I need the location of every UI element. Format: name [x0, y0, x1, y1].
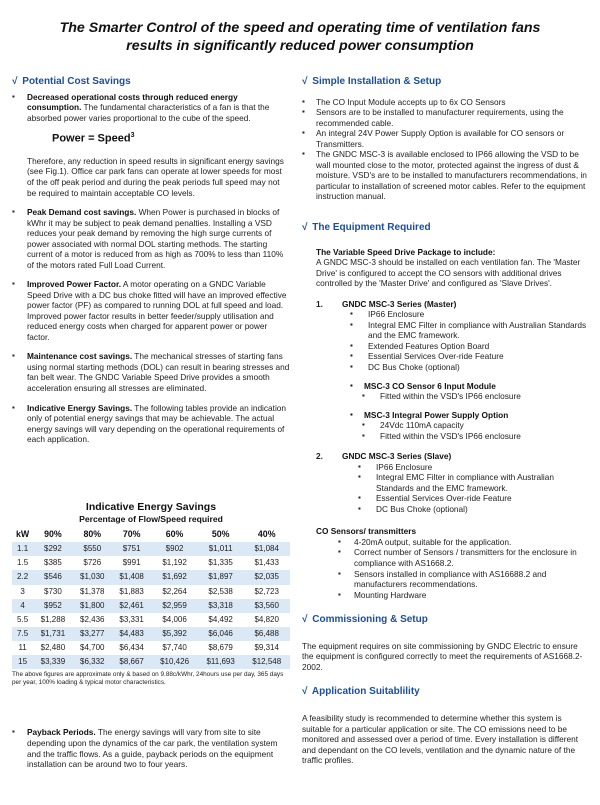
table-cell: $1,731 — [33, 627, 72, 641]
formula-exponent: 3 — [130, 132, 135, 140]
maintenance-text: The mechanical stresses of starting fans using normal starting methods (DOL) can result in bearing stresses and fan belt wear. The GNDC Variable Speed Drive provides a smooth acceleration ensuring all stresses are eliminated. — [27, 351, 290, 393]
title-line-2: results in significantly reduced power consumption — [126, 38, 474, 55]
list-item: ▪ Sensors are to be installed to manufacturer requirements, using the recommended cable. — [302, 107, 590, 128]
table-cell: 5.5 — [17, 614, 29, 624]
payback-title: Payback Periods. — [27, 727, 96, 738]
power-formula — [52, 132, 290, 147]
table-cell: $10,426 — [151, 655, 198, 669]
table-title: Indicative Energy Savings — [85, 500, 217, 513]
table-cell: 1.5 — [17, 558, 29, 568]
table-cell: $1,408 — [112, 570, 151, 584]
table-cell: $2,538 — [208, 586, 233, 596]
install-list — [302, 97, 590, 202]
table-cell: $4,006 — [162, 614, 187, 624]
table-cell: $4,483 — [112, 627, 151, 641]
table-cell: $2,436 — [80, 614, 105, 624]
application-heading — [302, 686, 590, 699]
table-subtitle: Percentage of Flow/Speed required — [79, 513, 223, 524]
table-cell: $546 — [33, 570, 72, 584]
commissioning-text: The equipment requires on site commissioning by GNDC Electric to ensure the equipment is configured correctly to meet the requirements of AS1668.2-2002. — [302, 640, 583, 672]
left-column — [12, 76, 290, 770]
check-icon: √ — [302, 614, 308, 626]
header-cell: 40% — [257, 528, 276, 539]
energy-savings-table-block — [12, 501, 290, 688]
co-sensors-heading: CO Sensors/ transmitters — [316, 526, 417, 537]
table-cell: $1,030 — [73, 570, 112, 584]
list-item: ▪ DC Bus Choke (optional) — [358, 504, 590, 515]
table-row — [12, 542, 290, 556]
header-cell: 60% — [165, 528, 184, 539]
table-cell: 11 — [18, 643, 27, 653]
master-drive-list — [350, 309, 590, 372]
table-cell: 7.5 — [12, 627, 33, 641]
power-factor-title: Improved Power Factor. — [27, 279, 122, 290]
table-cell: $4,700 — [80, 643, 105, 653]
list-item: ▪ Essential Services Over-ride Feature — [350, 351, 590, 362]
install-heading-text: Simple Installation & Setup — [312, 76, 442, 87]
payback-text: The energy savings will vary from site to site depending upon the dynamics of the car park, the ventilation system and the traffic flows. As a guide, payback periods on the equipment installation can be around two to four years. — [27, 727, 278, 770]
vsd-package-heading: The Variable Speed Drive Package to include: — [316, 246, 496, 257]
equipment-heading-text: The Equipment Required — [312, 222, 431, 233]
table-row — [12, 570, 290, 584]
table-cell: $2,723 — [254, 586, 279, 596]
list-item: ▪ An integral 24V Power Supply Option is available for CO sensors or Transmitters. — [302, 128, 590, 149]
check-icon: √ — [12, 76, 18, 87]
check-icon: √ — [302, 76, 308, 87]
table-cell: $1,084 — [243, 542, 290, 556]
table-cell: $1,883 — [119, 586, 144, 596]
table-cell: $1,288 — [40, 614, 66, 624]
master-drive-title: GNDC MSC-3 Series (Master) — [342, 298, 457, 309]
check-icon: √ — [302, 222, 308, 233]
list-item: ▪ Integral EMC Filter in compliance with Australian Standards and the EMC framework. — [350, 320, 590, 341]
table-cell: 3 — [20, 586, 25, 596]
table-cell: 1.1 — [12, 542, 33, 556]
list-item: ▪ Extended Features Option Board — [350, 341, 590, 352]
list-item: ▪ 4-20mA output, suitable for the application. — [338, 537, 590, 548]
sensor-module-list — [362, 391, 590, 402]
table-cell: 2.2 — [12, 570, 33, 584]
table-note: The above figures are approximate only & based on 9.88c/kWhr, 24hours use per day, 365 days per year, 100% loading & typical motor characteristics. — [12, 671, 284, 687]
table-cell: $1,335 — [208, 558, 233, 568]
table-row — [12, 655, 290, 669]
table-cell: $1,011 — [198, 542, 244, 556]
list-item: ▪ Integral EMC Filter in compliance with Australian Standards and the EMC framework. — [358, 472, 590, 493]
list-item: ▪ The GNDC MSC-3 is available enclosed to IP66 allowing the VSD to be wall mounted close to the motor, protected against the ingress of dust & moisture. VSD's are to be installed to manufacturers recommendations, in particular to installation of screened motor cables. Refer to the equipment instruction manual. — [302, 149, 590, 202]
table-cell: $11,693 — [198, 655, 244, 669]
list-item: ▪ Correct number of Sensors / transmitters for the enclosure in compliance with AS1668.2. — [338, 547, 590, 568]
list-item: ▪ 24Vdc 110mA capacity — [362, 420, 590, 431]
install-heading — [302, 76, 590, 89]
header-cell: kW — [16, 528, 30, 539]
equipment-heading — [302, 222, 590, 235]
slave-drive-item — [302, 451, 590, 462]
slave-drive-list — [358, 462, 590, 515]
table-cell: $2,461 — [112, 599, 151, 613]
decreased-costs-item — [12, 92, 290, 124]
co-sensors-list — [338, 537, 590, 600]
table-cell: $4,492 — [208, 614, 233, 624]
list-item: ▪ Essential Services Over-ride Feature — [358, 493, 590, 504]
table-cell: $4,820 — [254, 614, 279, 624]
decreased-costs-title: Decreased operational costs through reduced energy consumption. — [27, 91, 238, 113]
table-cell: $2,480 — [40, 643, 66, 653]
indicative-savings-item — [12, 403, 290, 445]
bullet-icon: ▪ — [12, 207, 15, 217]
maintenance-title: Maintenance cost savings. — [27, 351, 133, 362]
vsd-package-text: A GNDC MSC-3 should be installed on each ventilation fan. The 'Master Drive' is configured to accept the CO sensors with additional drives controlled by the 'Master Drive' and configured as 'Slave Drives'. — [316, 257, 581, 289]
master-drive-item — [302, 299, 590, 310]
table-cell: $1,192 — [162, 558, 187, 568]
decreased-costs-text: The fundamental characteristics of a fan is that the absorbed power varies proportional to the cube of the speed. — [27, 102, 270, 123]
table-cell: $1,378 — [80, 586, 105, 596]
check-icon: √ — [302, 686, 308, 698]
commissioning-heading-text: Commissioning & Setup — [312, 614, 428, 626]
title-line-1: The Smarter Control of the speed and operating time of ventilation fans — [59, 20, 541, 36]
header-cell: 90% — [44, 528, 62, 539]
savings-heading-text: Potential Cost Savings — [22, 76, 131, 87]
table-cell: $8,679 — [208, 643, 233, 653]
table-cell: $385 — [44, 558, 62, 568]
page-title — [0, 19, 600, 55]
payback-item — [12, 727, 290, 769]
therefore-paragraph: Therefore, any reduction in speed results in significant energy savings (see Fig.1). Office car park fans can operate at lower speeds for most of the off peak period and during the peak periods full speed may not be required to maintain acceptable CO levels. — [27, 155, 284, 198]
list-item: ▪ The CO Input Module accepts up to 6x CO Sensors — [302, 97, 590, 108]
table-cell: $5,392 — [151, 627, 198, 641]
table-cell: $292 — [33, 542, 72, 556]
item-number: 1. — [316, 298, 323, 309]
table-cell: $991 — [122, 558, 141, 568]
indicative-savings-text: The following tables provide an indication only of potential energy savings that may be achievable. The actual energy savings will vary depending on the operational requirements of each application. — [27, 402, 287, 445]
item-number: 2. — [316, 451, 323, 462]
table-row — [12, 599, 290, 613]
table-row — [12, 641, 290, 655]
peak-demand-item — [12, 207, 290, 270]
list-item: ▪ Fitted within the VSD's IP66 enclosure — [362, 431, 590, 442]
table-cell: $1,692 — [151, 570, 198, 584]
header-cell: 50% — [211, 528, 230, 539]
energy-savings-table — [12, 527, 290, 670]
table-cell: $726 — [83, 558, 102, 568]
table-header-row — [12, 527, 290, 542]
table-cell: $1,800 — [73, 599, 112, 613]
power-factor-text: A motor operating on a GNDC Variable Speed Drive with a DC bus choke fitted will have an improved effective power factor (PF) as compared to running DOL at full speed and load. Improved power factor results in better feeder/supply utilisation and reduced energy costs when charged for apparent power or power factor. — [27, 279, 287, 342]
header-cell: 70% — [122, 528, 141, 539]
table-cell: 4 — [12, 599, 33, 613]
right-column — [302, 76, 590, 766]
table-cell: $3,339 — [33, 655, 72, 669]
table-cell: $7,740 — [162, 643, 187, 653]
table-row — [12, 556, 290, 570]
table-cell: $1,897 — [198, 570, 244, 584]
table-cell: $6,488 — [243, 627, 290, 641]
peak-demand-text: When Power is purchased in blocks of kWhr it may be subject to peak demand penalties. Installing a VSD reduces your peak demand by removing the high surge currents of power associated with normal DOL starting methods. The starting current of a motor is reduced from as high as 700% to less than 110% of the motors rated Full Load Current. — [27, 207, 284, 270]
application-text: A feasibility study is recommended to determine whether this system is suitable for a particular application or site. The CO emissions need to be monitored and assessed over a period of time. Every installation is different and dependant on the CO levels, ventilation and the dynamic nature of the traffic profiles. — [302, 713, 579, 766]
table-cell: $6,434 — [119, 643, 144, 653]
table-row — [12, 627, 290, 641]
table-cell: $6,332 — [73, 655, 112, 669]
slave-drive-title: GNDC MSC-3 Series (Slave) — [342, 451, 452, 462]
sensor-module-title: ▪ MSC-3 CO Sensor 6 Input Module — [302, 381, 590, 392]
bullet-icon: ▪ — [12, 351, 15, 361]
table-cell: $550 — [73, 542, 112, 556]
table-row — [12, 613, 290, 627]
table-row — [12, 585, 290, 599]
psu-title: ▪ MSC-3 Integral Power Supply Option — [302, 410, 590, 421]
commissioning-heading — [302, 614, 590, 627]
indicative-savings-title: Indicative Energy Savings. — [27, 402, 133, 413]
table-cell: $3,318 — [198, 599, 244, 613]
table-cell: $3,331 — [119, 614, 144, 624]
list-item: ▪ DC Bus Choke (optional) — [350, 362, 590, 373]
maintenance-item — [12, 351, 290, 393]
list-item: ▪ IP66 Enclosure — [358, 462, 590, 473]
bullet-icon: ▪ — [12, 402, 15, 412]
table-cell: $751 — [112, 542, 151, 556]
table-cell: $902 — [151, 542, 198, 556]
table-cell: $3,560 — [243, 599, 290, 613]
table-cell: $6,046 — [198, 627, 244, 641]
bullet-icon: ▪ — [12, 279, 15, 289]
header-cell: 80% — [83, 528, 102, 539]
list-item: ▪ Fitted within the VSD's IP66 enclosure — [362, 391, 590, 402]
application-heading-text: Application Suitablility — [311, 686, 420, 698]
table-cell: $12,548 — [243, 655, 290, 669]
table-cell: $730 — [44, 586, 62, 596]
power-factor-item — [12, 279, 290, 342]
table-cell: $9,314 — [254, 643, 279, 653]
bullet-icon: ▪ — [12, 91, 15, 101]
table-cell: $2,264 — [162, 586, 187, 596]
table-cell: $952 — [33, 599, 72, 613]
table-cell: 15 — [12, 655, 33, 669]
table-cell: $2,959 — [151, 599, 198, 613]
formula-base: Power = Speed — [52, 132, 131, 145]
psu-list — [362, 420, 590, 441]
peak-demand-title: Peak Demand cost savings. — [27, 207, 137, 218]
list-item: ▪ Sensors installed in compliance with AS16688.2 and manufacturers recommendations. — [338, 569, 590, 590]
list-item: ▪ IP66 Enclosure — [350, 309, 590, 320]
table-cell: $2,035 — [243, 570, 290, 584]
table-cell: $3,277 — [73, 627, 112, 641]
savings-heading — [12, 76, 290, 89]
table-cell: $1,433 — [254, 558, 279, 568]
list-item: ▪ Mounting Hardware — [338, 590, 590, 601]
bullet-icon: ▪ — [12, 727, 15, 737]
table-cell: $8,667 — [112, 655, 151, 669]
